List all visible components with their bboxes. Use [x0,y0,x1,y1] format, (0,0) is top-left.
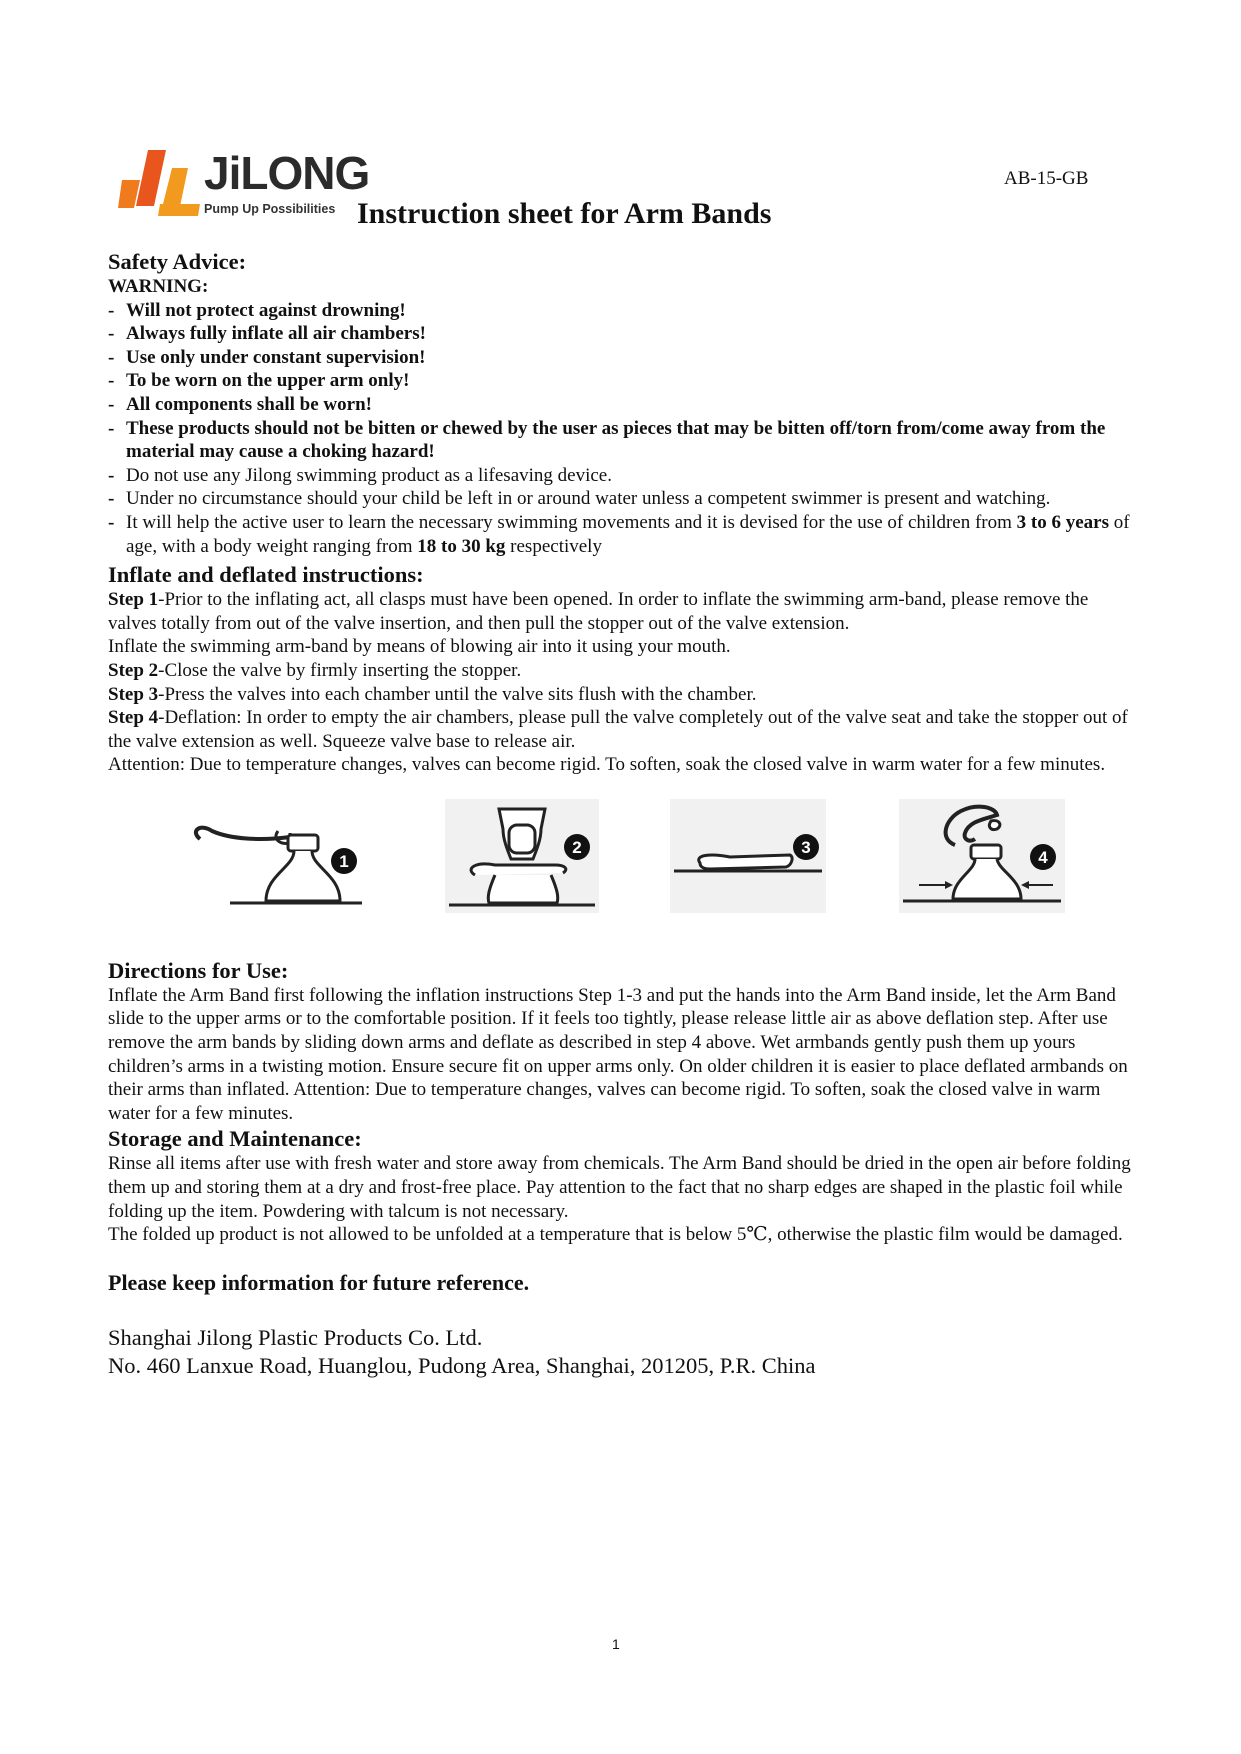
brand-tagline: Pump Up Possibilities [204,202,336,216]
age-text-c: of age, with a body weight ranging from [126,511,1130,557]
directions-text: Inflate the Arm Band first following the inflation instructions Step 1-3 and put the hands into the Arm Band inside, let the Arm Band slide to the upper arms or to the comfortable position. If it feels too tightly, please release little air as above deflation step. After use remove the arm bands by sliding down arms and deflate as described in step 4 above. Wet armbands gently push them up yours children’s arms in a twisting motion. Ensure secure fit on upper arms only. On older children it is easier to place deflated armbands on their arms than inflated. Attention: Due to temperature changes, valves can become rigid. To soften, soak the closed valve in warm water for a few minutes. [108,984,1128,1124]
list-item: - These products should not be bitten or chewed by the user as pieces that may be bitten off/torn from/come away from the material may cause a choking hazard! [108,417,1138,464]
step-4-label: Step 4 [108,707,159,729]
step-3-text: -Press the valves into each chamber until the valve sits flush with the chamber. [158,683,757,705]
step-3-label: Step 3 [108,683,159,705]
list-item-age-range [108,511,1138,558]
valve-step-1-illustration [190,809,370,919]
safety-list [108,299,1138,559]
step-1-text: -Prior to the inflating act, all clasps must have been opened. In order to inflate the swimming arm-band, please remove the valves totally from out of the valve insertion, and then pull the stopper out of the valve extension. [108,589,1089,634]
list-item: - All components shall be worn! [108,393,1138,417]
step-3 [108,683,1138,707]
document-title: Instruction sheet for Arm Bands [357,197,772,230]
valve-step-2-illustration [445,799,599,913]
keep-notice: Please keep information for future reference. [108,1269,530,1295]
valve-illustrations [108,809,1138,939]
document-body [108,248,1138,1380]
list-item: - Always fully inflate all air chambers! [108,322,1138,346]
figure-4-number: 4 [1038,847,1048,867]
brand-logo [118,146,370,226]
document-code: AB-15-GB [1004,168,1089,189]
storage-text-2: The folded up product is not allowed to be unfolded at a temperature that is below 5℃, otherwise the plastic film would be damaged. [108,1224,1123,1246]
logo-mark-icon [118,146,202,222]
inflate-heading: Inflate and deflated instructions: [108,562,424,588]
brand-name: JiLONG [204,147,370,199]
directions-heading: Directions for Use: [108,957,289,983]
step-4-text: -Deflation: In order to empty the air chambers, please pull the valve completely out of the valve seat and take the stopper out of the valve extension as well. Squeeze valve base to release air. [108,707,1128,752]
attention-note: Attention: Due to temperature changes, valves can become rigid. To soften, soak the closed valve in warm water for a few minutes. [108,754,1106,776]
step-4 [108,706,1138,753]
step-1-extra: Inflate the swimming arm-band by means of blowing air into it using your mouth. [108,636,731,658]
storage-heading: Storage and Maintenance: [108,1126,362,1152]
age-range: 3 to 6 years [1016,511,1109,533]
valve-step-4-illustration [899,799,1065,913]
list-item: - Use only under constant supervision! [108,346,1138,370]
step-2 [108,659,1138,683]
company-address: No. 460 Lanxue Road, Huanglou, Pudong Area, Shanghai, 201205, P.R. China [108,1353,816,1379]
step-1-label: Step 1 [108,589,159,611]
figure-1-number: 1 [339,851,349,871]
warning-label: WARNING: [108,276,209,297]
company-name: Shanghai Jilong Plastic Products Co. Ltd. [108,1325,483,1351]
list-item: - Do not use any Jilong swimming product as a lifesaving device. [108,464,1138,488]
figure-2-number: 2 [572,837,582,857]
company-block [108,1324,1138,1380]
age-text-a: It will help the active user to learn the necessary swimming movements and it is devised for the use of children from [126,511,1017,533]
weight-range: 18 to 30 kg [417,535,506,557]
safety-heading: Safety Advice: [108,249,247,274]
age-text-e: respectively [505,535,602,557]
figure-3-number: 3 [801,837,811,857]
page-number: 1 [612,1636,620,1652]
list-item: - Under no circumstance should your child be left in or around water unless a competent swimmer is present and watching. [108,487,1138,511]
valve-step-3-illustration [670,799,826,913]
list-item: - To be worn on the upper arm only! [108,369,1138,393]
step-2-label: Step 2 [108,659,159,681]
list-item: - Will not protect against drowning! [108,299,1138,323]
step-2-text: -Close the valve by firmly inserting the stopper. [158,659,522,681]
step-1 [108,588,1138,635]
storage-text-1: Rinse all items after use with fresh water and store away from chemicals. The Arm Band should be dried in the open air before folding them up and storing them at a dry and frost-free place. Pay attention to the fact that no sharp edges are shaped in the plastic foil while folding up the item. Powdering with talcum is not necessary. [108,1153,1131,1222]
